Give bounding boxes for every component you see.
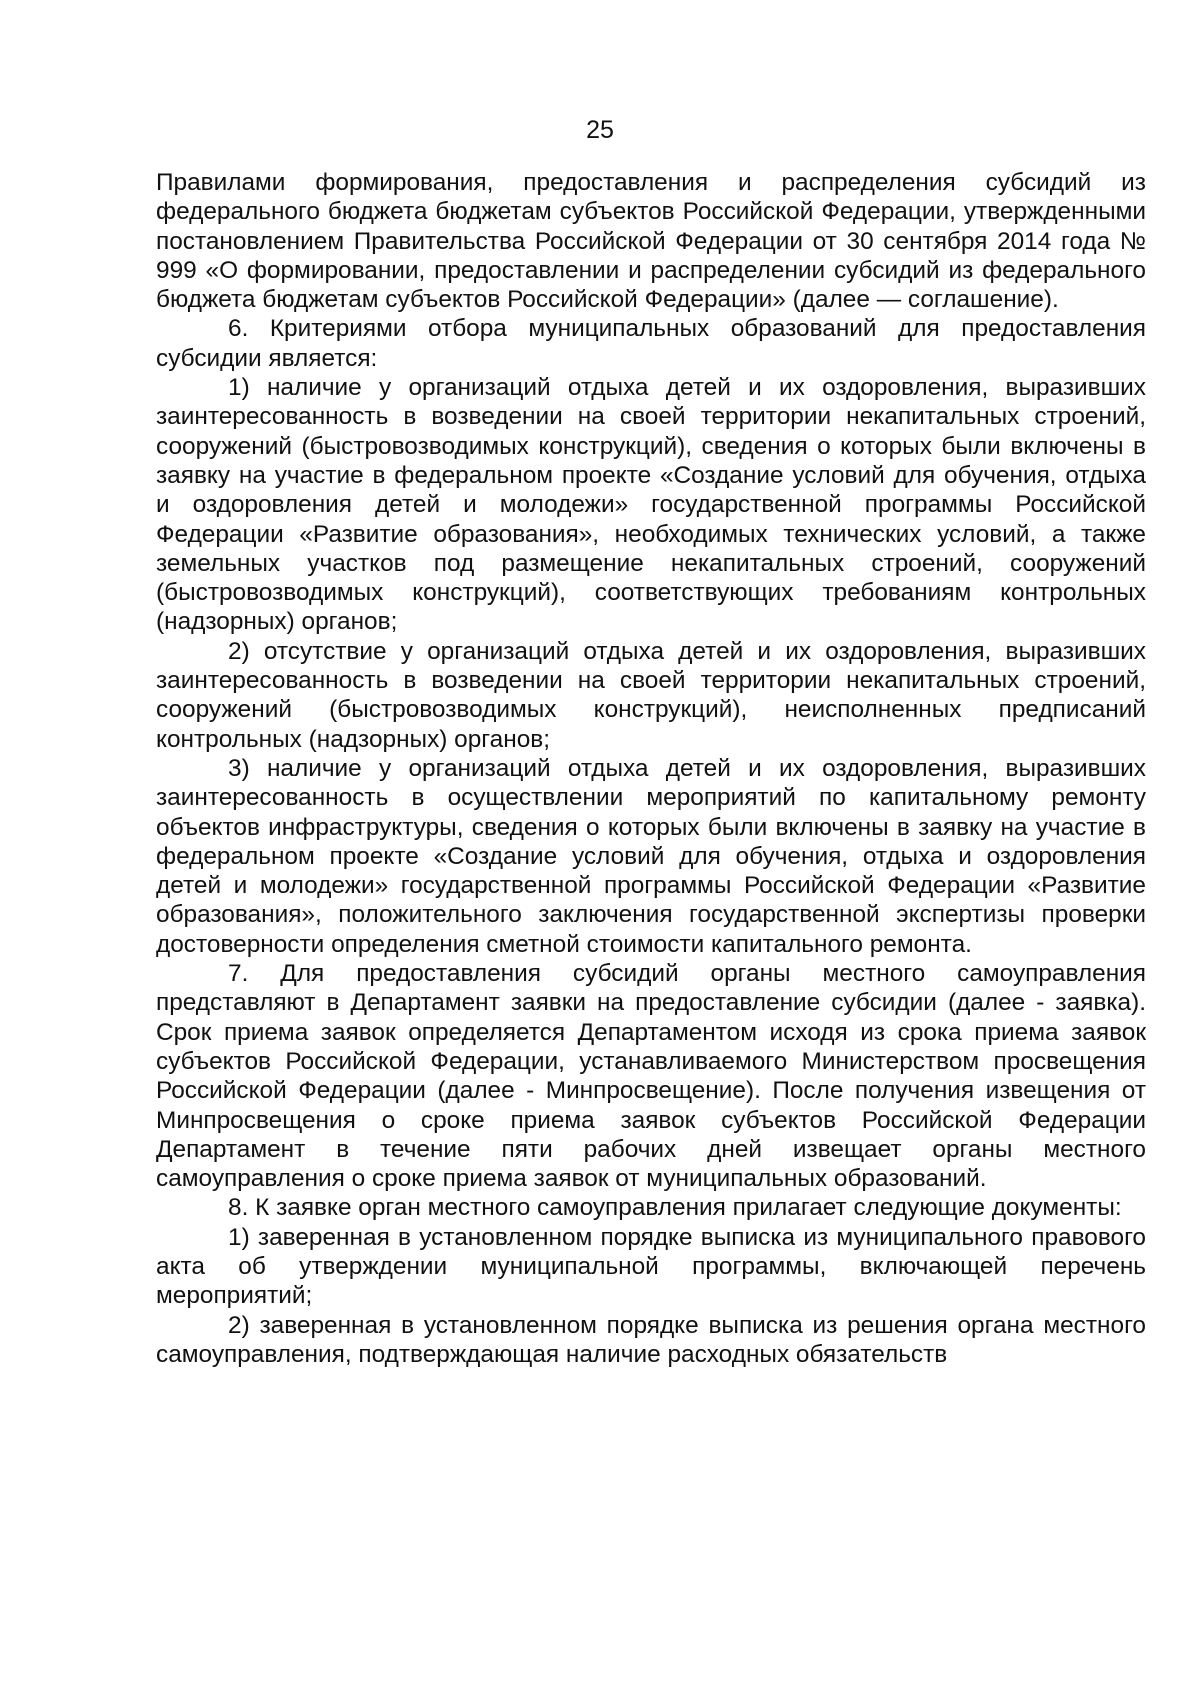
paragraph-criterion-2: 2) отсутствие у организаций отдыха детей и их оздоровления, выразивших заинтересованность в возведении на своей территории некапитальных строений, сооружений (быстровозводимых конструкций), неисполненных предписаний контрольных (надзорных) органов; (156, 637, 1146, 753)
paragraph-item-8: 8. К заявке орган местного самоуправления прилагает следующие документы: (228, 1194, 1122, 1222)
paragraph-item-7: 7. Для предоставления субсидий органы местного самоуправления представляют в Департамент заявки на предоставление субсидии (далее - заявка). Срок приема заявок определяется Департаментом исходя из срока приема заявок субъектов Российской Федерации, устанавливаемого Министерством просвещения Российской Федерации (далее - Минпросвещение). После получения извещения от Минпросвещения о сроке приема заявок субъектов Российской Федерации Департамент в течение пяти рабочих дней извещает органы местного самоуправления о сроке приема заявок от муниципальных образований. (156, 960, 1146, 1193)
paragraph-item-6: 6. Критериями отбора муниципальных образований для предоставления субсидии является: (156, 315, 1146, 372)
paragraph-document-1: 1) заверенная в установленном порядке выписка из муниципального правового акта об утверждении муниципальной программы, включающей перечень мероприятий; (156, 1223, 1146, 1310)
paragraph-criterion-3: 3) наличие у организаций отдыха детей и их оздоровления, выразивших заинтересованность в осуществлении мероприятий по капитальному ремонту объектов инфраструктуры, сведения о которых были включены в заявку на участие в федеральном проекте «Создание условий для обучения, отдыха и оздоровления детей и молодежи» государственной программы Российской Федерации «Развитие образования», положительного заключения государственной экспертизы проверки достоверности определения сметной стоимости капитального ремонта. (156, 754, 1146, 958)
paragraph-document-2: 2) заверенная в установленном порядке выписка из решения органа местного самоуправления, подтверждающая наличие расходных обязательств (156, 1311, 1146, 1368)
page-number: 25 (586, 116, 614, 144)
paragraph-criterion-1: 1) наличие у организаций отдыха детей и их оздоровления, выразивших заинтересованность в возведении на своей территории некапитальных строений, сооружений (быстровозводимых конструкций), сведения о которых были включены в заявку на участие в федеральном проекте «Создание условий для обучения, отдыха и оздоровления детей и молодежи» государственной программы Российской Федерации «Развитие образования», необходимых технических условий, а также земельных участков под размещение некапитальных строений, сооружений (быстровозводимых конструкций), соответствующих требованиям контрольных (надзорных) органов; (156, 374, 1146, 636)
document-body (156, 168, 1146, 1369)
paragraph-continuation: Правилами формирования, предоставления и распределения субсидий из федерального бюджета бюджетам субъектов Российской Федерации, утвержденными постановлением Правительства Российской Федерации от 30 сентября 2014 года № 999 «О формировании, предоставлении и распределении субсидий из федерального бюджета бюджетам субъектов Российской Федерации» (далее — соглашение). (156, 169, 1146, 314)
